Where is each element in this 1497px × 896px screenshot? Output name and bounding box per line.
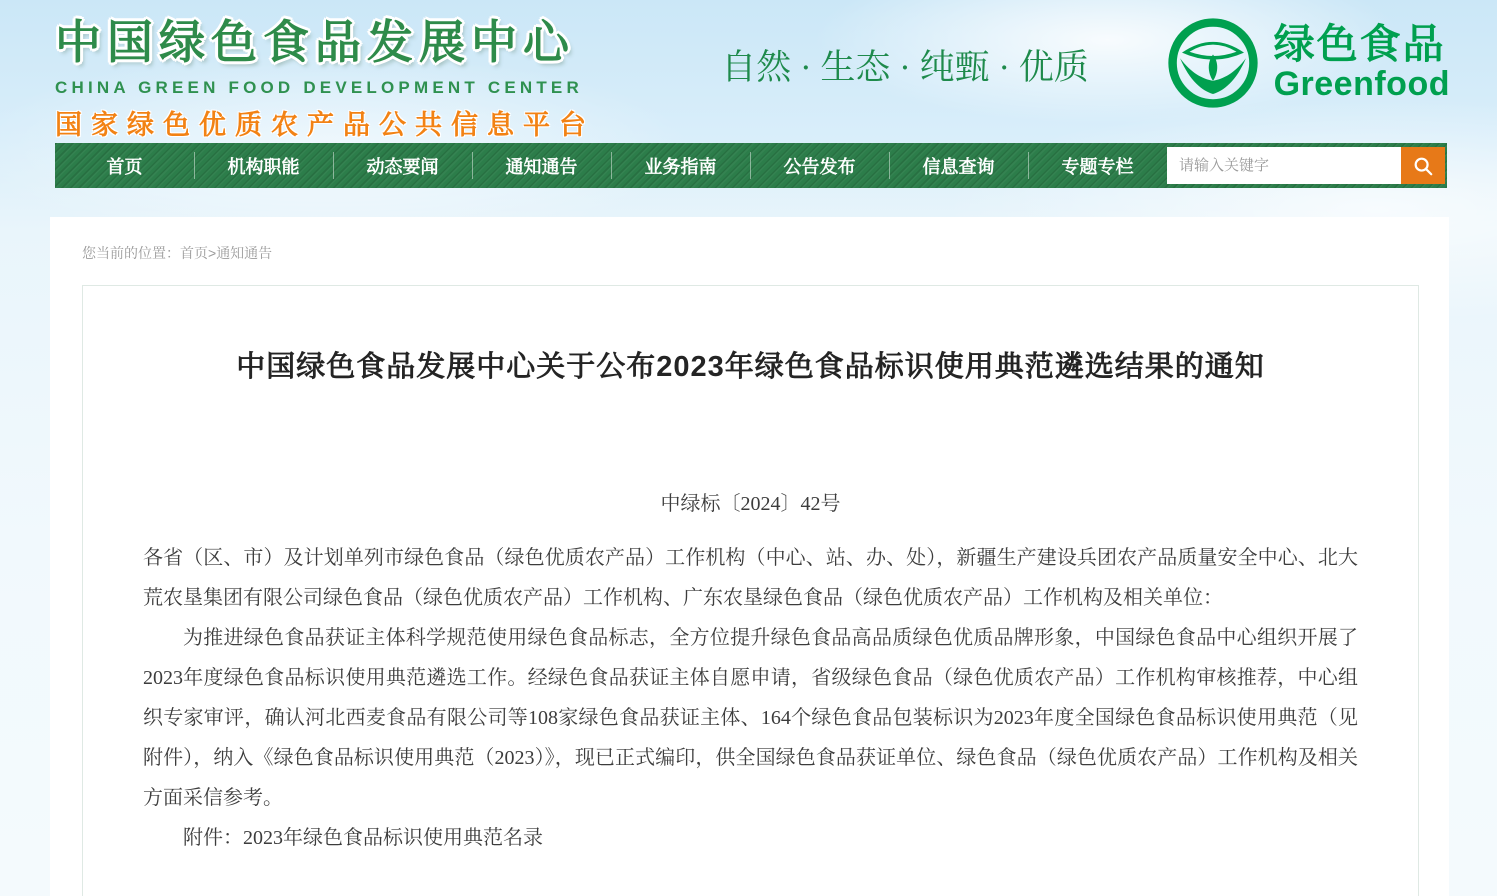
article-paragraph-recipients: 各省（区、市）及计划单列市绿色食品（绿色优质农产品）工作机构（中心、站、办、处），新疆生产建设兵团农产品质量安全中心、北大荒农垦集团有限公司绿色食品（绿色优质农产品）工作机构、广东农垦绿色食品（绿色优质农产品）工作机构及相关单位： — [143, 547, 1358, 609]
site-logo[interactable] — [55, 6, 615, 142]
nav-item-special-columns[interactable]: 专题专栏 — [1028, 143, 1167, 188]
search-bar — [1167, 147, 1445, 184]
site-header — [0, 0, 1497, 143]
nav-item-info-query[interactable]: 信息查询 — [889, 143, 1028, 188]
greenfood-logo-text — [1273, 20, 1450, 103]
nav-item-org-functions[interactable]: 机构职能 — [194, 143, 333, 188]
greenfood-text-cn: 绿色食品 — [1273, 20, 1446, 67]
greenfood-logo — [1166, 16, 1450, 110]
content-panel — [50, 217, 1449, 896]
search-icon — [1412, 155, 1434, 177]
article-title: 中国绿色食品发展中心关于公布2023年绿色食品标识使用典范遴选结果的通知 — [236, 351, 1265, 383]
article-box — [82, 285, 1419, 896]
nav-item-announcements[interactable]: 公告发布 — [750, 143, 889, 188]
banner-slogan: 自然 · 生态 · 纯甄 · 优质 — [721, 48, 1089, 87]
breadcrumb — [50, 217, 1449, 263]
breadcrumb-home-link[interactable]: 首页 — [180, 245, 208, 261]
article-paragraph-body: 为推进绿色食品获证主体科学规范使用绿色食品标志，全方位提升绿色食品高品质绿色优质品牌形象，中国绿色食品中心组织开展了2023年度绿色食品标识使用典范遴选工作。经绿色食品获证主体自愿申请，省级绿色食品（绿色优质农产品）工作机构审核推荐，中心组织专家审评，确认河北西麦食品有限公司等108家绿色食品获证主体、164个绿色食品包装标识为2023年度全国绿色食品标识使用典范（见附件），纳入《绿色食品标识使用典范（2023）》，现已正式编印，供全国绿色食品获证单位、绿色食品（绿色优质农产品）工作机构及相关方面采信参考。 — [143, 627, 1358, 809]
nav-item-news[interactable]: 动态要闻 — [333, 143, 472, 188]
nav-item-business-guide[interactable]: 业务指南 — [611, 143, 750, 188]
search-input[interactable] — [1167, 147, 1401, 184]
greenfood-text-en: Greenfood — [1273, 64, 1450, 103]
main-nav — [55, 143, 1447, 188]
site-name-cn: 中国绿色食品发展中心 — [55, 16, 575, 68]
greenfood-emblem-icon — [1166, 16, 1260, 110]
doc-number: 中绿标〔2024〕42号 — [660, 493, 841, 515]
breadcrumb-label: 您当前的位置： — [82, 245, 180, 261]
breadcrumb-notices-link[interactable]: 通知通告 — [216, 245, 273, 261]
breadcrumb-separator: > — [208, 245, 217, 261]
nav-item-home[interactable]: 首页 — [106, 156, 143, 177]
search-button[interactable] — [1401, 147, 1445, 184]
site-name-en: CHINA GREEN FOOD DEVELOPMENT CENTER — [55, 78, 583, 97]
article-attachment-line: 附件：2023年绿色食品标识使用典范名录 — [183, 827, 543, 849]
nav-item-notices[interactable]: 通知通告 — [472, 143, 611, 188]
platform-name: 国家绿色优质农产品公共信息平台 — [55, 110, 595, 140]
nav-items — [55, 143, 1167, 188]
